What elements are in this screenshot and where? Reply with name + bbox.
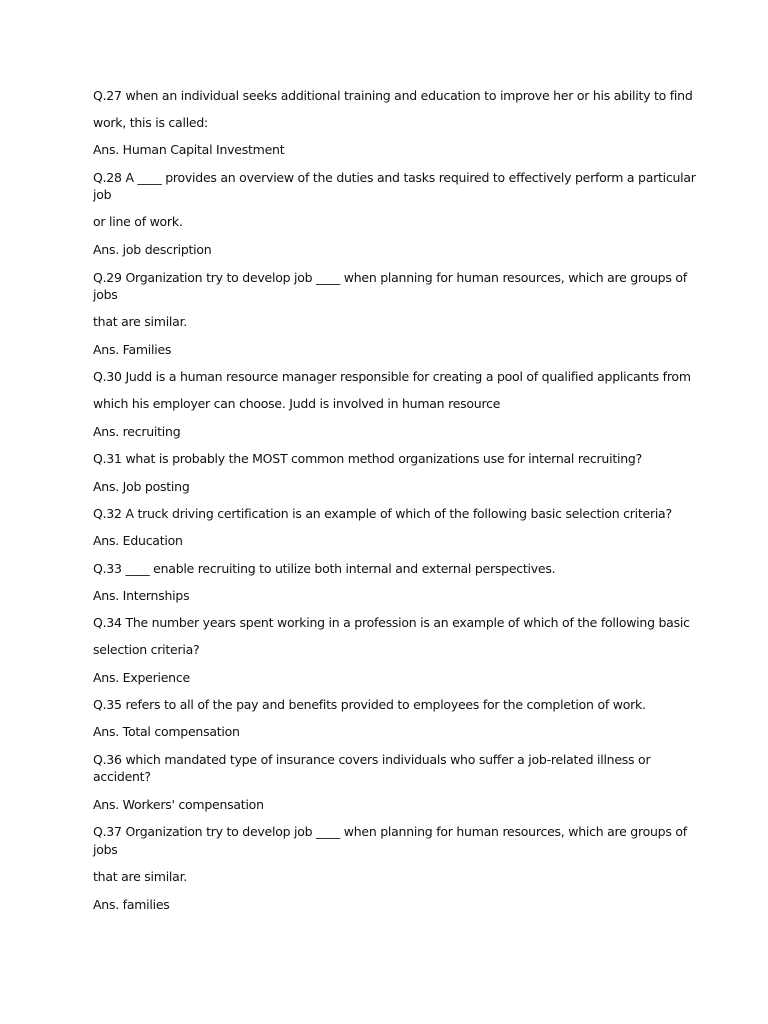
answer-32: Ans. Education — [93, 533, 183, 548]
question-28-line-2: job — [93, 187, 112, 202]
question-28-line-3: or line of work. — [93, 214, 183, 229]
question-29-line-2: jobs — [93, 287, 118, 302]
question-36-line-1: Q.36 which mandated type of insurance covers individuals who suffer a job-related illness or — [93, 752, 651, 767]
question-30-line-2: which his employer can choose. Judd is involved in human resource — [93, 396, 501, 411]
question-37-line-1: Q.37 Organization try to develop job ____ when planning for human resources, which are groups of — [93, 824, 687, 839]
question-34-line-1: Q.34 The number years spent working in a profession is an example of which of the following basic — [93, 615, 690, 630]
answer-27: Ans. Human Capital Investment — [93, 142, 285, 157]
answer-35: Ans. Total compensation — [93, 724, 240, 739]
answer-34: Ans. Experience — [93, 670, 190, 685]
question-30-line-1: Q.30 Judd is a human resource manager responsible for creating a pool of qualified applicants from — [93, 369, 691, 384]
question-35: Q.35 refers to all of the pay and benefits provided to employees for the completion of work. — [93, 697, 646, 712]
answer-37: Ans. families — [93, 897, 170, 912]
answer-36: Ans. Workers' compensation — [93, 797, 264, 812]
answer-33: Ans. Internships — [93, 588, 190, 603]
question-29-line-3: that are similar. — [93, 314, 188, 329]
answer-29: Ans. Families — [93, 342, 172, 357]
question-29-line-1: Q.29 Organization try to develop job ____ when planning for human resources, which are groups of — [93, 270, 687, 285]
question-33: Q.33 ____ enable recruiting to utilize both internal and external perspectives. — [93, 561, 556, 576]
answer-28: Ans. job description — [93, 242, 212, 257]
question-27-line-1: Q.27 when an individual seeks additional training and education to improve her or his ability to find — [93, 88, 693, 103]
question-36-line-2: accident? — [93, 769, 151, 784]
question-32: Q.32 A truck driving certification is an example of which of the following basic selection criteria? — [93, 506, 672, 521]
question-37-line-3: that are similar. — [93, 869, 188, 884]
answer-30: Ans. recruiting — [93, 424, 181, 439]
question-28-line-1: Q.28 A ____ provides an overview of the duties and tasks required to effectively perform a particular — [93, 170, 696, 185]
question-37-line-2: jobs — [93, 842, 118, 857]
question-31: Q.31 what is probably the MOST common method organizations use for internal recruiting? — [93, 451, 642, 466]
question-27-line-2: work, this is called: — [93, 115, 209, 130]
answer-31: Ans. Job posting — [93, 479, 190, 494]
question-34-line-2: selection criteria? — [93, 642, 200, 657]
